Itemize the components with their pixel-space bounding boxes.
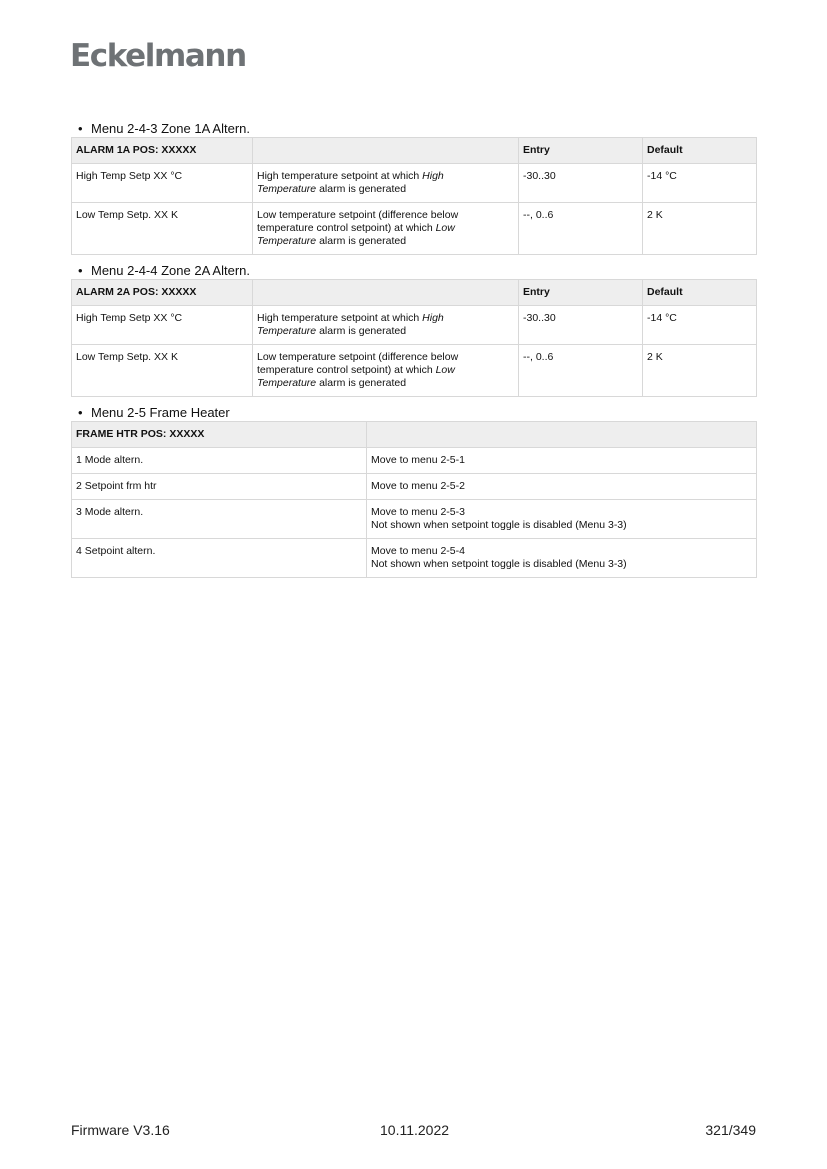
table-header-cell: Default [643, 280, 757, 306]
table-header-row [72, 138, 757, 164]
alarm-1a-table [71, 137, 757, 255]
menu-item-action [367, 539, 757, 578]
footer-date: 10.11.2022 [380, 1122, 450, 1138]
table-header-cell [253, 138, 519, 164]
section-heading [71, 120, 756, 137]
section-heading [71, 262, 756, 279]
desc-italic: Temperature [257, 377, 317, 389]
document-content [71, 120, 756, 585]
table-row [72, 345, 757, 397]
table-row [72, 539, 757, 578]
desc-text: Move to menu 2-5-2 [371, 480, 465, 492]
param-description [253, 203, 519, 255]
menu-item-action [367, 500, 757, 539]
menu-item-name: 4 Setpoint altern. [72, 539, 367, 578]
desc-text: Move to menu 2-5-4 [371, 545, 465, 557]
bullet-icon: • [78, 263, 83, 278]
param-name: High Temp Setp XX °C [72, 306, 253, 345]
param-description [253, 345, 519, 397]
param-entry: -30..30 [519, 306, 643, 345]
menu-item-name: 3 Mode altern. [72, 500, 367, 539]
bullet-icon: • [78, 121, 83, 136]
table-header-cell: FRAME HTR POS: XXXXX [72, 422, 367, 448]
table-header-cell: ALARM 2A POS: XXXXX [72, 280, 253, 306]
table-header-cell: ALARM 1A POS: XXXXX [72, 138, 253, 164]
desc-text: High temperature setpoint at which [257, 170, 423, 182]
desc-text: Move to menu 2-5-1 [371, 454, 465, 466]
bullet-icon: • [78, 405, 83, 420]
param-entry: -30..30 [519, 164, 643, 203]
menu-item-action [367, 474, 757, 500]
table-header-cell: Entry [519, 280, 643, 306]
section-heading-text: Menu 2-5 Frame Heater [91, 405, 230, 420]
section-heading-text: Menu 2-4-3 Zone 1A Altern. [91, 121, 250, 136]
param-default: -14 °C [643, 164, 757, 203]
param-entry: --, 0..6 [519, 345, 643, 397]
param-entry: --, 0..6 [519, 203, 643, 255]
table-row [72, 306, 757, 345]
alarm-2a-table [71, 279, 757, 397]
desc-text: Low temperature setpoint (difference below [257, 209, 459, 221]
desc-text: alarm is generated [316, 183, 407, 195]
desc-italic: Low [435, 364, 455, 376]
table-header-row [72, 280, 757, 306]
desc-text: High temperature setpoint at which [257, 312, 423, 324]
param-name: Low Temp Setp. XX K [72, 203, 253, 255]
desc-italic: Low [435, 222, 455, 234]
desc-text: Not shown when setpoint toggle is disabled (Menu 3-3) [371, 519, 627, 531]
table-header-cell: Default [643, 138, 757, 164]
param-default: 2 K [643, 203, 757, 255]
table-row [72, 164, 757, 203]
company-logo: Eckelmann [70, 38, 246, 74]
param-description [253, 164, 519, 203]
table-row [72, 448, 757, 474]
table-header-row [72, 422, 757, 448]
menu-item-name: 1 Mode altern. [72, 448, 367, 474]
desc-italic: Temperature [257, 183, 317, 195]
desc-text: temperature control setpoint) at which [257, 364, 436, 376]
param-name: High Temp Setp XX °C [72, 164, 253, 203]
desc-italic: Temperature [257, 235, 317, 247]
table-header-cell [253, 280, 519, 306]
param-name: Low Temp Setp. XX K [72, 345, 253, 397]
desc-text: alarm is generated [316, 377, 407, 389]
table-row [72, 500, 757, 539]
table-header-cell [367, 422, 757, 448]
section-heading [71, 404, 756, 421]
desc-text: temperature control setpoint) at which [257, 222, 436, 234]
desc-italic: High [422, 170, 444, 182]
menu-item-name: 2 Setpoint frm htr [72, 474, 367, 500]
param-description [253, 306, 519, 345]
menu-item-action [367, 448, 757, 474]
desc-text: Not shown when setpoint toggle is disabled (Menu 3-3) [371, 558, 627, 570]
desc-text: Low temperature setpoint (difference below [257, 351, 459, 363]
desc-italic: High [422, 312, 444, 324]
desc-text: Move to menu 2-5-3 [371, 506, 465, 518]
footer-firmware: Firmware V3.16 [71, 1122, 170, 1138]
desc-text: alarm is generated [316, 325, 407, 337]
frame-heater-table [71, 421, 757, 578]
desc-text: alarm is generated [316, 235, 407, 247]
table-row [72, 474, 757, 500]
footer-page-number: 321/349 [705, 1122, 756, 1138]
section-heading-text: Menu 2-4-4 Zone 2A Altern. [91, 263, 250, 278]
param-default: 2 K [643, 345, 757, 397]
table-header-cell: Entry [519, 138, 643, 164]
table-row [72, 203, 757, 255]
desc-italic: Temperature [257, 325, 317, 337]
param-default: -14 °C [643, 306, 757, 345]
